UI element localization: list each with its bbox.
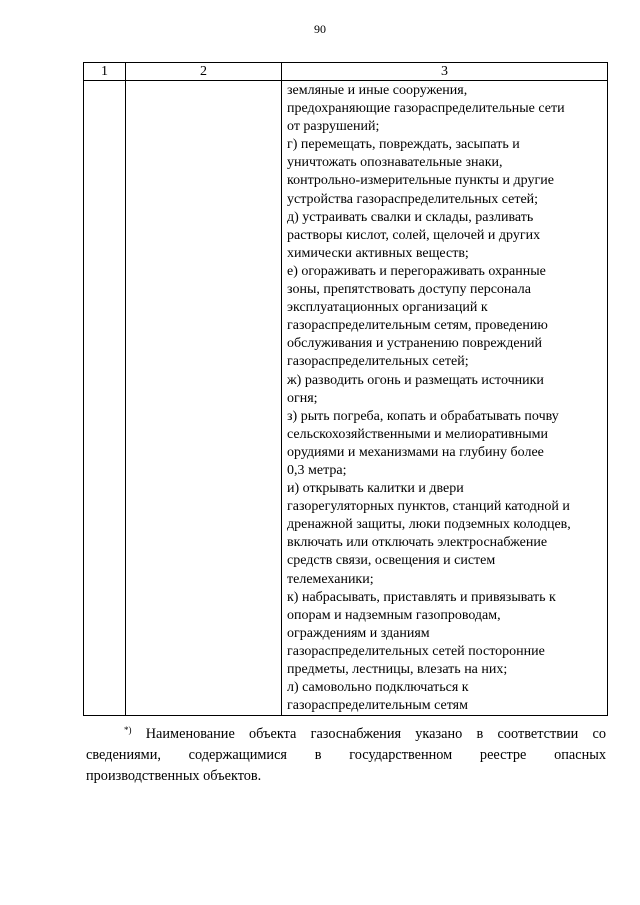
table-cell-col2 [126,81,282,716]
table-row [84,81,608,716]
table-cell-col1 [84,81,126,716]
footnote-line-1 [86,720,606,745]
text-line: газораспределительных сетей; [287,354,469,370]
content-table [83,62,608,716]
text-line: зоны, препятствовать доступу персонала [287,282,531,298]
text-line: уничтожать опознавательные знаки, [287,155,503,171]
text-line: опорам и надземным газопроводам, [287,607,501,623]
text-line: обслуживания и устранению повреждений [287,336,543,352]
table-header-row [84,63,608,81]
text-line: растворы кислот, солей, щелочей и других [287,227,541,243]
text-line: ограждениям и зданиям [287,625,430,641]
text-line: к) набрасывать, приставлять и привязывать к [287,589,556,605]
text-line: от разрушений; [287,119,380,135]
text-line: 0,3 метра; [287,462,347,478]
text-line: газораспределительным сетям, проведению [287,318,548,334]
column-header-3: 3 [282,63,608,81]
column-header-2: 2 [126,63,282,81]
text-line: газорегуляторных пунктов, станций катодной и [287,499,570,515]
text-line: средств связи, освещения и систем [287,553,496,569]
text-line: предохраняющие газораспределительные сети [287,101,565,117]
text-line: телемеханики; [287,571,374,587]
footnote-line-2: сведениями, содержащимися в государственном реестре опасных [86,747,606,763]
table-cell-col3 [282,81,608,716]
text-line: огня; [287,390,318,406]
text-line: г) перемещать, повреждать, засыпать и [287,137,520,153]
text-line: д) устраивать свалки и склады, разливать [287,209,534,225]
text-line: е) огораживать и перегораживать охранные [287,263,546,279]
text-line: з) рыть погреба, копать и обрабатывать почву [287,408,559,424]
text-line: устройства газораспределительных сетей; [287,191,539,207]
text-line: ж) разводить огонь и размещать источники [287,372,544,388]
text-line: эксплуатационных организаций к [287,300,488,316]
text-line: включать или отключать электроснабжение [287,535,548,551]
footnote [86,720,606,787]
text-line: сельскохозяйственными и мелиоративными [287,426,549,442]
text-line: и) открывать калитки и двери [287,481,464,497]
footnote-line-3: производственных объектов. [86,768,262,784]
text-line: л) самовольно подключаться к [287,680,469,696]
page-number: 90 [314,22,326,36]
text-line: орудиями и механизмами на глубину более [287,444,544,460]
footnote-text-1: Наименование объекта газоснабжения указано в соответствии со [145,726,606,742]
footnote-marker: *) [124,725,132,735]
text-line: химически активных веществ; [287,245,469,261]
column-header-1: 1 [84,63,126,81]
text-line: газораспределительных сетей посторонние [287,643,545,659]
text-line: предметы, лестницы, влезать на них; [287,662,508,677]
text-line: контрольно-измерительные пункты и другие [287,173,554,189]
text-line: газораспределительным сетям [287,698,468,714]
text-line: дренажной защиты, люки подземных колодцев, [287,517,571,533]
text-line: земляные и иные сооружения, [287,83,468,98]
